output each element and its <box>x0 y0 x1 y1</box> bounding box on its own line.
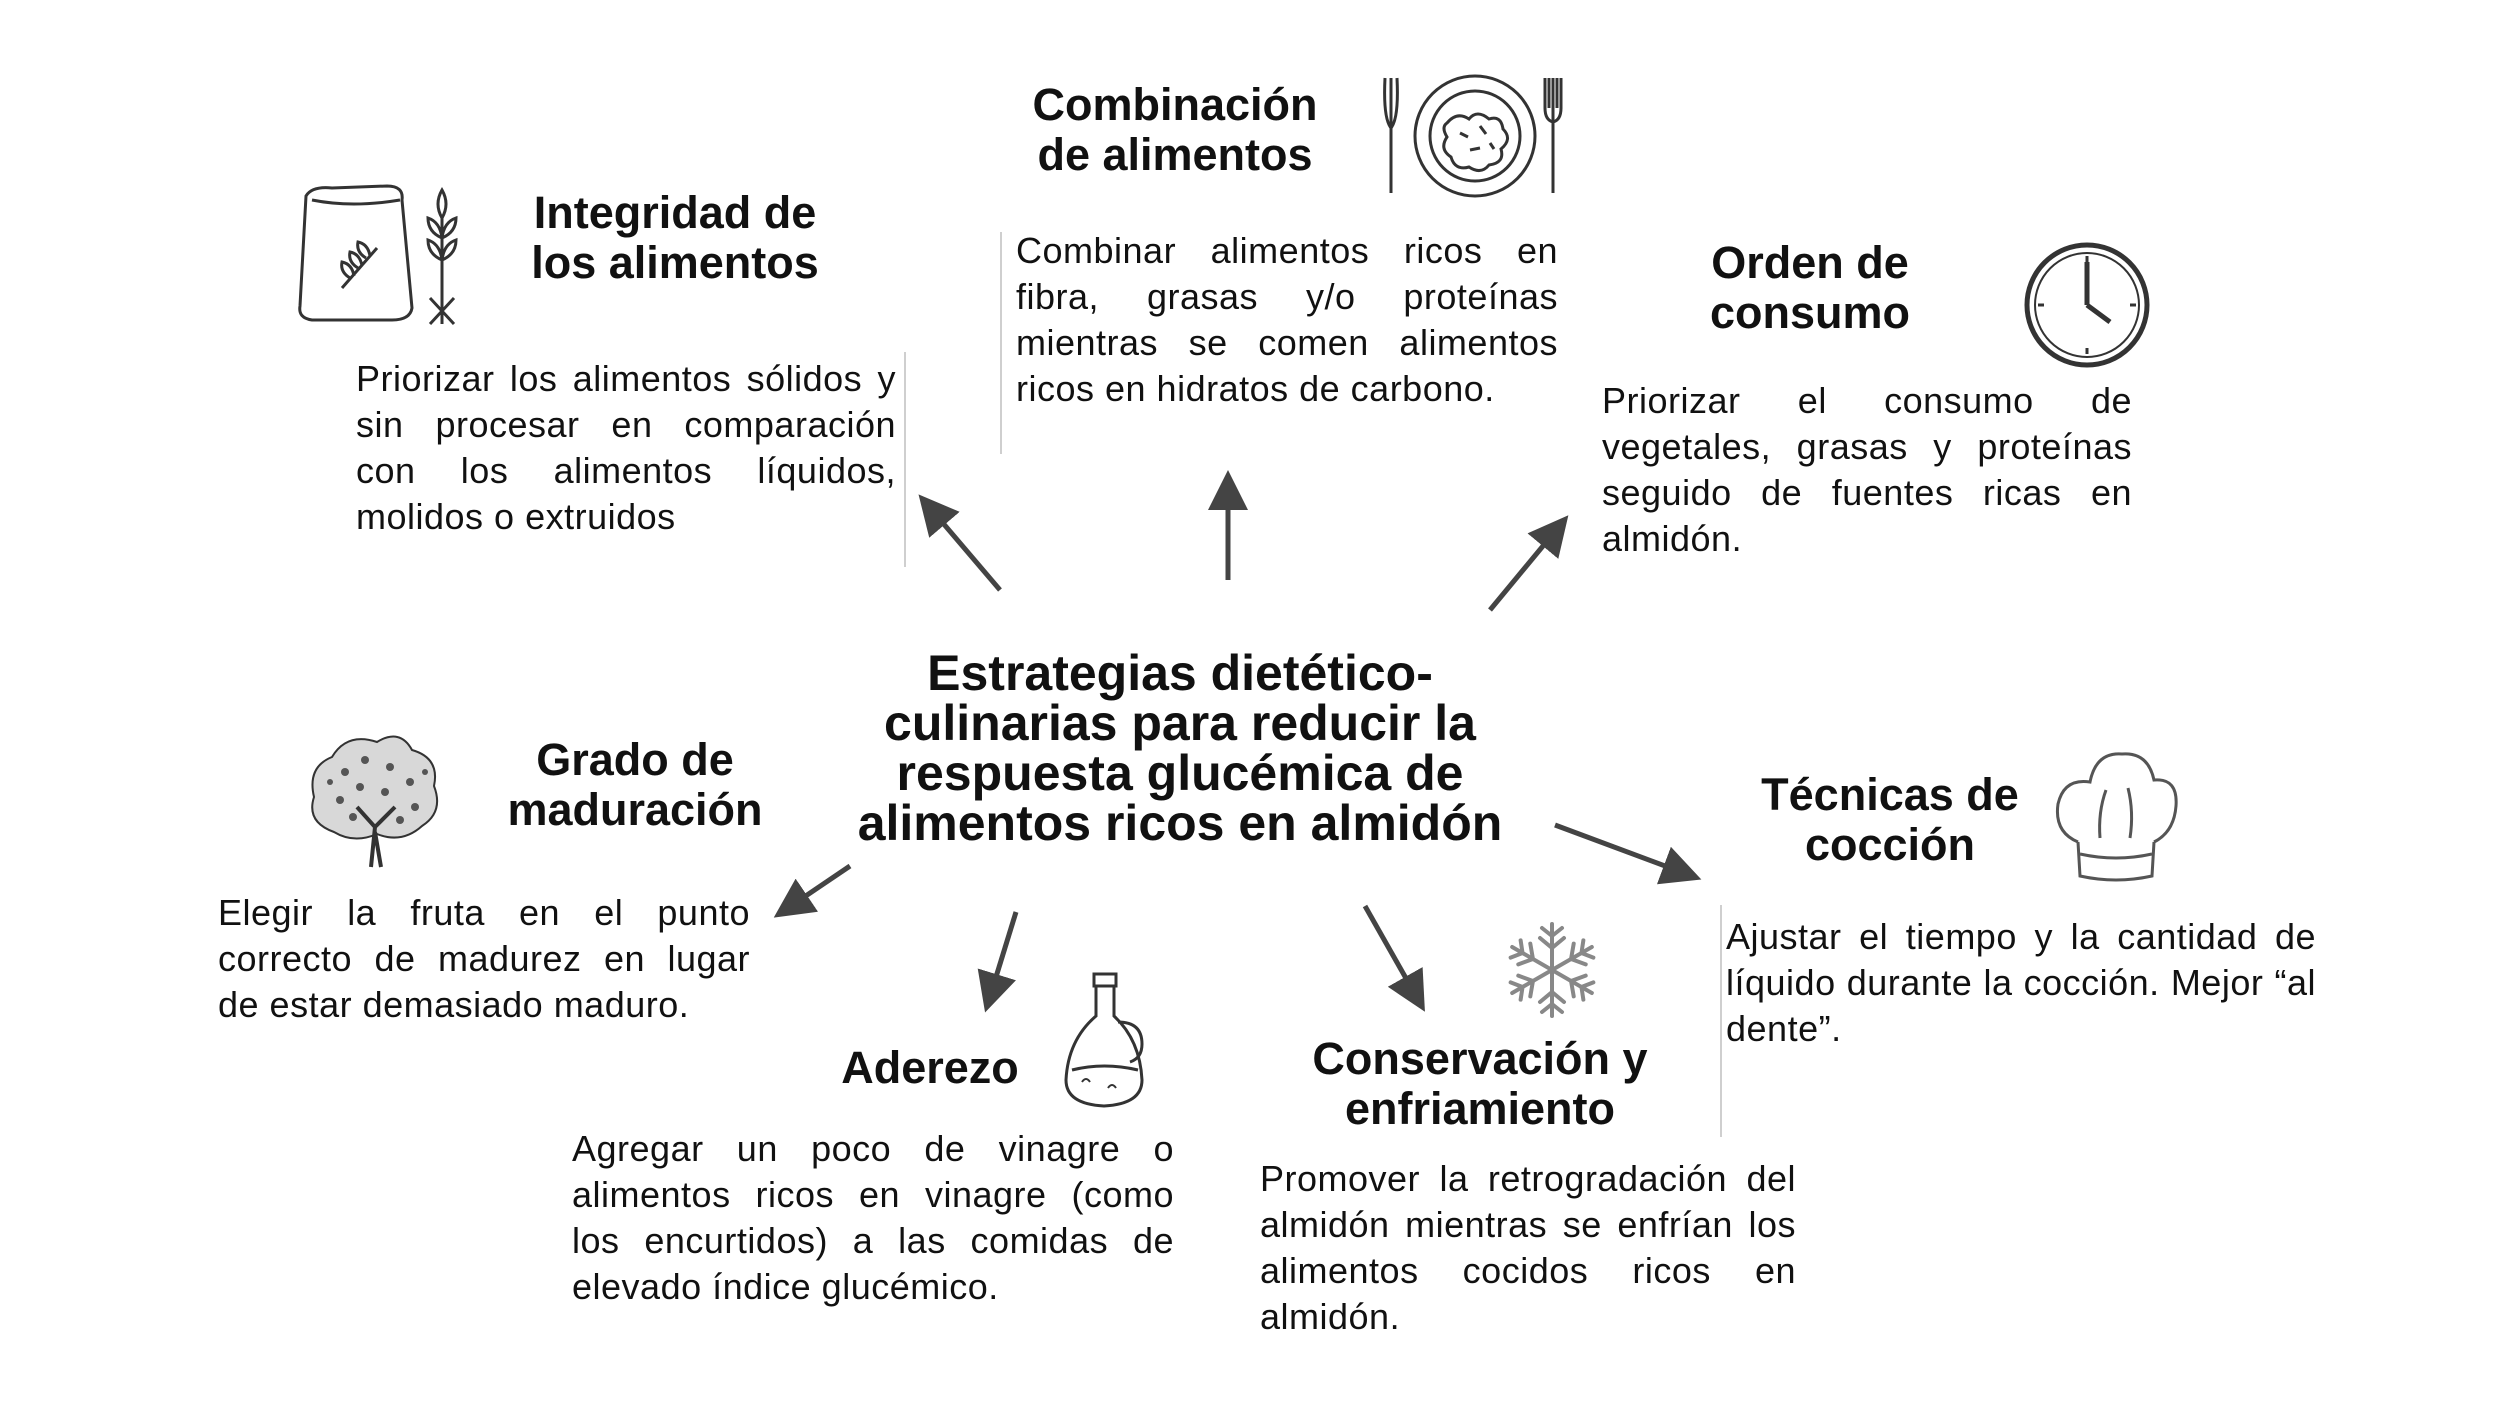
title-aderezo: Aderezo <box>841 1042 1019 1093</box>
title-combinacion: Combinación de alimentos <box>1032 79 1318 180</box>
divider-combinacion <box>1000 232 1002 454</box>
arrow-to-integridad <box>925 502 1000 590</box>
description-maduracion: Elegir la fruta en el punto correcto de madurez en lugar de estar demasiado maduro. <box>218 892 750 1025</box>
title-integridad: Integridad de los alimentos <box>531 187 819 288</box>
snowflake-icon <box>1500 918 1604 1022</box>
fruit-tree-icon <box>305 712 450 872</box>
title-coccion: Técnicas de cocción <box>1761 769 2019 870</box>
clock-icon <box>2022 240 2152 370</box>
description-orden: Priorizar el consumo de vegetales, grasas y proteínas seguido de fuentes ricas en almidón. <box>1602 380 2132 559</box>
vinegar-bottle-icon <box>1058 970 1153 1110</box>
title-orden: Orden de consumo <box>1709 237 1911 338</box>
arrow-to-aderezo <box>988 912 1016 1003</box>
chef-hat-icon <box>2050 742 2182 884</box>
arrow-to-orden <box>1490 523 1562 610</box>
arrow-to-coccion <box>1555 825 1692 876</box>
arrow-to-conservacion <box>1365 906 1420 1003</box>
central-title: Estrategias dietético- culinarias para reducir la respuesta glucémica de alimentos ricos en almidón <box>857 645 1503 851</box>
title-conservacion: Conservación y enfriamiento <box>1312 1033 1648 1134</box>
arrow-to-maduracion <box>782 866 850 912</box>
flour-bag-wheat-icon <box>292 178 482 328</box>
plate-cutlery-icon <box>1375 68 1575 203</box>
description-conservacion: Promover la retrogradación del almidón mientras se enfrían los alimentos cocidos ricos en almidón. <box>1260 1158 1796 1337</box>
title-maduracion: Grado de maduración <box>507 734 763 835</box>
divider-coccion <box>1720 905 1722 1137</box>
divider-integridad <box>904 352 906 567</box>
description-aderezo: Agregar un poco de vinagre o alimentos ricos en vinagre (como los encurtidos) a las comidas de elevado índice glucémico. <box>572 1128 1174 1307</box>
description-combinacion: Combinar alimentos ricos en fibra, grasas y/o proteínas mientras se comen alimentos ricos en hidratos de carbono. <box>1016 230 1558 409</box>
description-integridad: Priorizar los alimentos sólidos y sin procesar en comparación con los alimentos líquidos, molidos o extruidos <box>356 358 896 537</box>
description-coccion: Ajustar el tiempo y la cantidad de líquido durante la cocción. Mejor “al dente”. <box>1726 916 2316 1049</box>
